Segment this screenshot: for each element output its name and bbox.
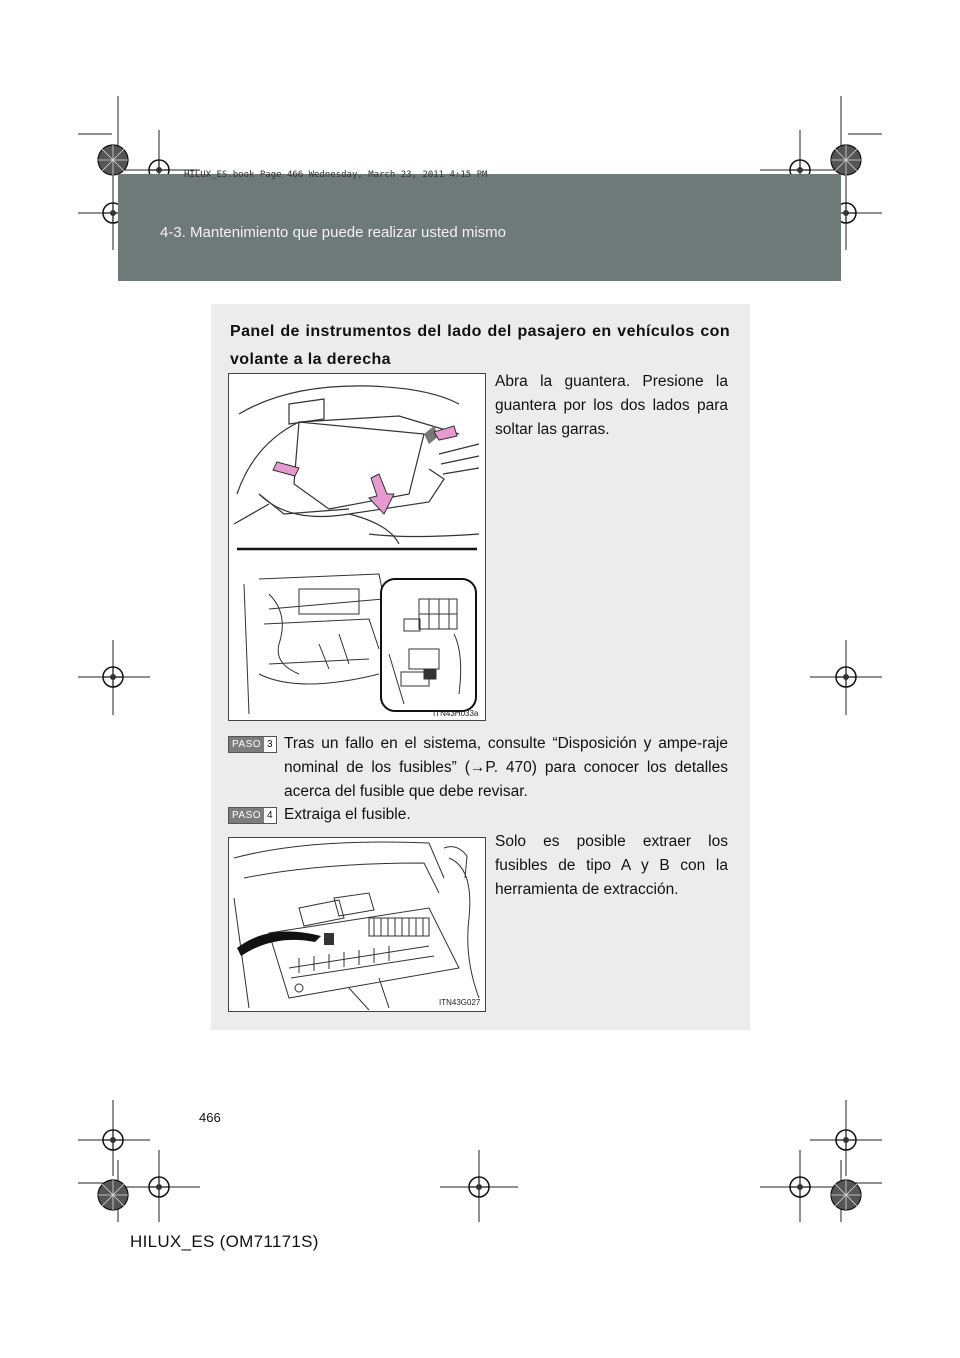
manual-code: HILUX_ES (OM71171S) [130, 1232, 319, 1251]
book-page-stamp: HILUX_ES.book Page 466 Wednesday, March 23, 2011 4:15 PM [184, 170, 488, 180]
step-4-badge-word: PASO [229, 808, 264, 823]
step-3-badge-number: 3 [264, 737, 276, 752]
step-3-badge [228, 736, 277, 753]
figure-2-instruction: Solo es posible extraer los fusibles de tipo A y B con la herramienta de extracción. [495, 833, 728, 898]
fuse-box-drawing [229, 838, 485, 1011]
section-title: 4-3. Mantenimiento que puede realizar usted mismo [160, 224, 507, 241]
step-4-text: Extraiga el fusible. [284, 806, 411, 823]
figure-2-caption: ITN43G027 [439, 998, 481, 1007]
page-number: 466 [199, 1110, 221, 1125]
panel-heading: Panel de instrumentos del lado del pasajero en vehículos con volante a la derecha [230, 323, 730, 368]
step-4-badge [228, 807, 277, 824]
figure-1-caption: ITN43H033a [433, 709, 479, 718]
glove-box-illustration [228, 373, 486, 721]
fuse-extraction-illustration [228, 837, 486, 1012]
glove-box-drawing [229, 374, 485, 720]
step-4-badge-number: 4 [264, 808, 276, 823]
figure-1-instruction: Abra la guantera. Presione la guantera por los dos lados para soltar las garras. [495, 373, 728, 438]
step-3-badge-word: PASO [229, 737, 264, 752]
step-3-text: Tras un fallo en el sistema, consulte “Disposición y ampe-raje nominal de los fusibles” (→P. 470) para conocer los detalles acerca del fusible que debe revisar. [284, 735, 728, 800]
